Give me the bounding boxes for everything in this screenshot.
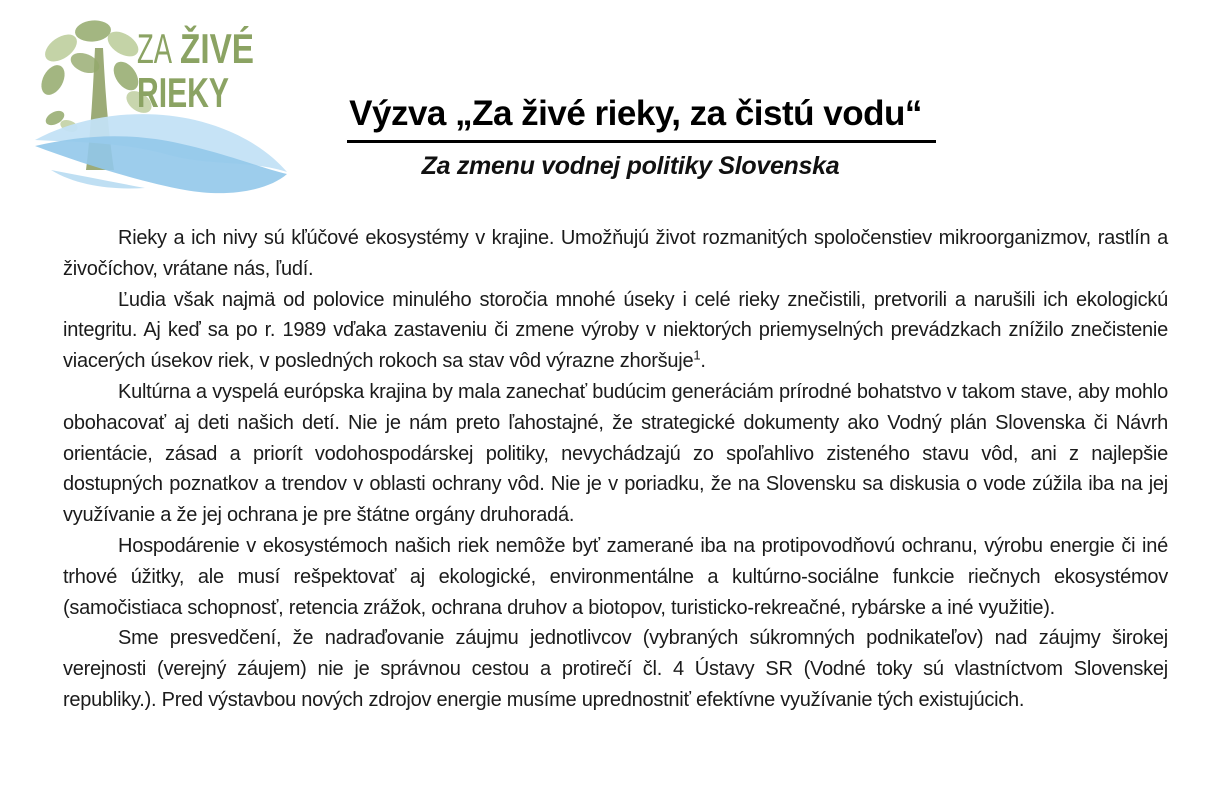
logo-word-rieky: RIEKY <box>137 69 229 116</box>
document-body <box>63 223 1168 716</box>
page-subtitle: Za zmenu vodnej politiky Slovenska <box>421 152 840 181</box>
document-header <box>0 94 1231 181</box>
paragraph-1: Rieky a ich nivy sú kľúčové ekosystémy v krajine. Umožňujú život rozmanitých spoločenstiev mikroorganizmov, rastlín a živočíchov, vrátane nás, ľudí. <box>63 227 1168 280</box>
paragraph-2-end: . <box>700 350 706 373</box>
page-title: Výzva „Za živé rieky, za čistú vodu“ <box>347 94 936 143</box>
leaf-icon <box>74 19 112 43</box>
footnote-reference-1: 1 <box>693 347 701 363</box>
logo-word-zive: ŽIVÉ <box>180 25 274 72</box>
paragraph-2 <box>63 285 1168 377</box>
paragraph-3: Kultúrna a vyspelá európska krajina by mala zanechať budúcim generáciám prírodné bohatstvo v takom stave, aby mohlo obohacovať aj deti našich detí. Nie je nám preto ľahostajné, že strategické dokumenty ako Vodný plán Slovenska či Návrh orientácie, zásad a priorít vodohospodárskej politiky, nevychádzajú zo spoľahlivo zisteného stavu vôd, ani z najlepšie dostupných poznatkov a trendov v oblasti ochrany vôd. Nie je v poriadku, že na Slovensku sa diskusia o vode zúžila iba na jej využívanie a že jej ochrana je pre štátne orgány druhoradá. <box>63 380 1168 527</box>
paragraph-4: Hospodárenie v ekosystémoch našich riek nemôže byť zamerané iba na protipovodňovú ochranu, výrobu energie či iné trhové úžitky, ale musí rešpektovať aj ekologické, environmentálne a kultúrno-sociálne funkcie riečnych ekosystémov (samočistiaca schopnosť, retencia zrážok, ochrana druhov a biotopov, turisticko-rekreačné, rybárske a iné využitie). <box>63 534 1168 619</box>
logo-word-za: ZA <box>137 25 172 72</box>
paragraph-2-text: Ľudia však najmä od polovice minulého storočia mnohé úseky i celé rieky znečistili, pretvorili a narušili ich ekologickú integritu. Aj keď sa po r. 1989 vďaka zastaveniu či zmene výroby v niektorých priemyselných prevádzkach znížilo znečistenie viacerých úsekov riek, v posledných rokoch sa stav vôd výrazne zhoršuje <box>63 288 1168 373</box>
paragraph-5: Sme presvedčení, že nadraďovanie záujmu jednotlivcov (vybraných súkromných podnikateľov) nad záujmy širokej verejnosti (verejný záujem) nie je správnou cestou a protirečí čl. 4 Ústavy SR (Vodné toky sú vlastníctvom Slovenskej republiky.). Pred výstavbou nových zdrojov energie musíme uprednostniť efektívne využívanie tých existujúcich. <box>63 627 1168 711</box>
